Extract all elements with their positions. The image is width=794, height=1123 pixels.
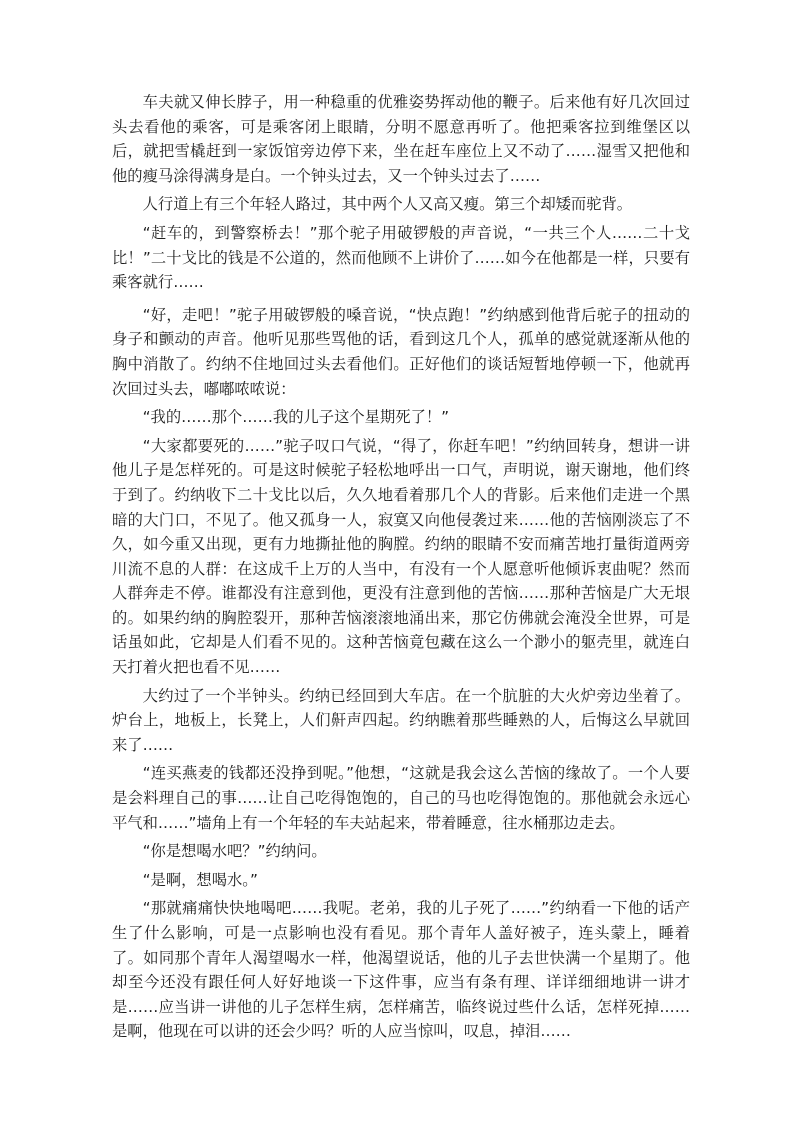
- paragraph-3: “赶车的，到警察桥去！”那个驼子用破锣般的声音说，“一共三个人……二十戈比！”二十戈比的钱是不公道的，然而他顾不上讲价了……如今在他都是一样，只要有乘客就行……: [112, 223, 690, 292]
- paragraph-5: “我的……那个……我的儿子这个星期死了！”: [142, 408, 450, 427]
- paragraph-10: “是啊，想喝水。”: [142, 870, 258, 889]
- paragraph-7: 大约过了一个半钟头。约纳已经回到大车店。在一个肮脏的大火炉旁边坐着了。炉台上，地板上，长凳上，人们鼾声四起。约纳瞧着那些睡熟的人，后悔这么早就回来了……: [112, 686, 690, 754]
- paragraph-11: “那就痛痛快快地喝吧……我呢。老弟，我的儿子死了……”约纳看一下他的话产生了什么影响，可是一点影响也没有看见。那个青年人盖好被子，连头蒙上，睡着了。如同那个青年人渴望喝水一样，他渴望说话，他的儿子去世快满一个星期了。他却至今还没有跟任何人好好地谈一下这件事，应当有条有理、详详细细地讲一讲才是……应当讲一讲他的儿子怎样生病，怎样痛苦，临终说过些什么话，怎样死掉……是啊，他现在可以讲的还会少吗？听的人应当惊叫，叹息，掉泪……: [112, 899, 690, 1041]
- paragraph-2: 人行道上有三个年轻人路过，其中两个人又高又瘦。第三个却矮而驼背。: [142, 195, 633, 214]
- document-body: [112, 90, 690, 1048]
- paragraph-8: “连买燕麦的钱都还没挣到呢。”他想，“这就是我会这么苦恼的缘故了。一个人要是会料理自己的事……让自己吃得饱饱的，自己的马也吃得饱饱的。那他就会永远心平气和……”墙角上有一个年轻的车夫站起来，带着睡意，往水桶那边走去。: [112, 764, 690, 832]
- paragraph-1: 车夫就又伸长脖子，用一种稳重的优雅姿势挥动他的鞭子。后来他有好几次回过头去看他的乘客，可是乘客闭上眼睛，分明不愿意再听了。他把乘客拉到维堡区以后，就把雪橇赶到一家饭馆旁边停下来，坐在赶车座位上又不动了……湿雪又把他和他的瘦马涂得满身是白。一个钟头过去，又一个钟头过去了……: [112, 93, 690, 185]
- paragraph-4: “好，走吧！”驼子用破锣般的嗓音说，“快点跑！”约纳感到他背后驼子的扭动的身子和颤动的声音。他听见那些骂他的话，看到这几个人，孤单的感觉就逐渐从他的胸中消散了。约纳不住地回过头去看他们。正好他们的谈话短暂地停顿一下，他就再次回过头去，嘟嘟哝哝说：: [112, 305, 690, 398]
- paragraph-9: “你是想喝水吧？”约纳问。: [142, 842, 327, 861]
- paragraph-6: “大家都要死的……”驼子叹口气说，“得了，你赶车吧！”约纳回转身，想讲一讲他儿子是怎样死的。可是这时候驼子轻松地呼出一口气，声明说，谢天谢地，他们终于到了。约纳收下二十戈比以后，久久地看着那几个人的背影。后来他们走进一个黑暗的大门口，不见了。他又孤身一人，寂寞又向他侵袭过来……他的苦恼刚淡忘了不久，如今重又出现，更有力地撕扯他的胸膛。约纳的眼睛不安而痛苦地打量街道两旁川流不息的人群：在这成千上万的人当中，有没有一个人愿意听他倾诉衷曲呢？然而人群奔走不停。谁都没有注意到他，更没有注意到他的苦恼……那种苦恼是广大无垠的。如果约纳的胸腔裂开，那种苦恼滚滚地涌出来，那它仿佛就会淹没全世界，可是话虽如此，它却是人们看不见的。这种苦恼竟包藏在这么一个渺小的躯壳里，就连白天打着火把也看不见……: [112, 436, 690, 677]
